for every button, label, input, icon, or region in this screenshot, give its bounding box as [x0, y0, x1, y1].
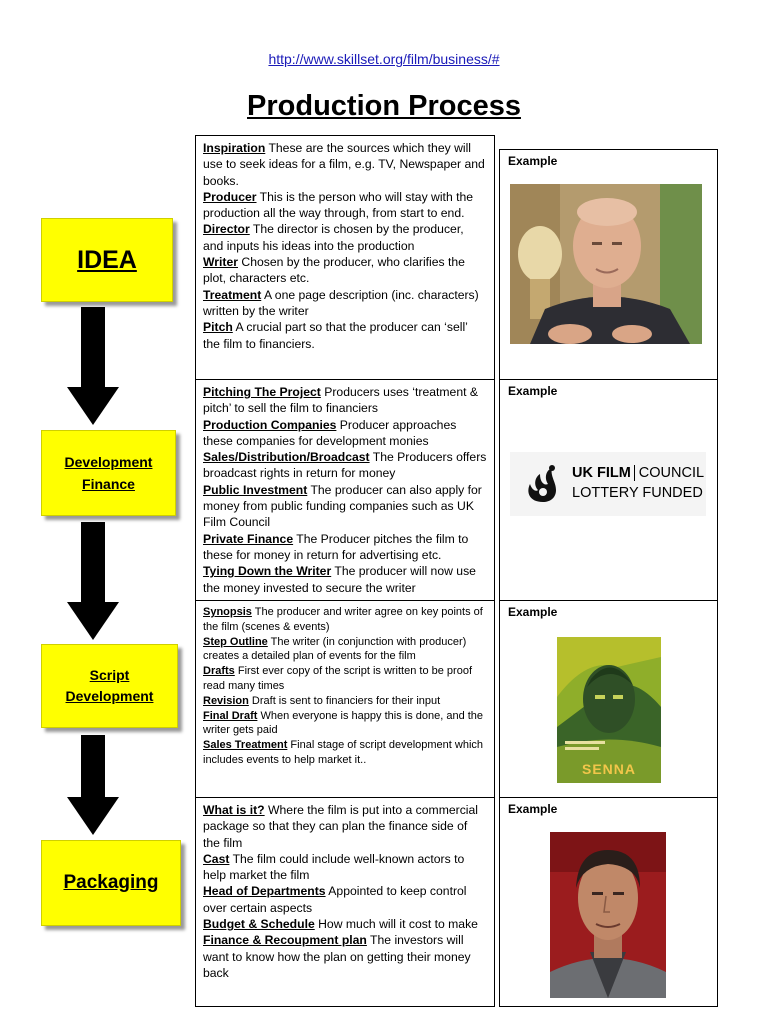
down-arrow-icon: [67, 307, 119, 425]
list-item: Budget & Schedule How much will it cost to make: [203, 917, 478, 932]
list-item: Drafts First ever copy of the script is written to be proof read many times: [203, 665, 473, 692]
packaging-description: [195, 797, 495, 1007]
stage-label: Development Finance: [64, 454, 153, 492]
list-item: Tying Down the Writer The producer will now use the money invested to secure the writer: [203, 564, 476, 595]
list-item: Public Investment The producer can also apply for money from public funding companies such as UK Film Council: [203, 482, 482, 530]
stage-idea: [41, 218, 173, 302]
senna-poster: [557, 637, 661, 783]
stage-packaging: [41, 840, 181, 926]
stage-label: IDEA: [77, 245, 137, 274]
example-label: Example: [508, 154, 558, 168]
stage-label: Packaging: [63, 872, 159, 893]
uk-film-council-logo: [510, 452, 706, 516]
list-item: Production Companies Producer approaches these companies for development monies: [203, 417, 457, 448]
logo-text: COUNCIL: [638, 465, 705, 481]
list-item: What is it? Where the film is put into a commercial package so that they can plan the finance side of the film: [203, 803, 478, 850]
list-item: Writer Chosen by the producer, who clarifies the plot, characters etc.: [203, 255, 465, 286]
actor-photo: [550, 832, 666, 998]
script-development-description: [195, 600, 495, 798]
stage-label: Script Development: [65, 667, 154, 704]
list-item: Treatment A one page description (inc. characters) written by the writer: [203, 287, 479, 318]
logo-text: LOTTERY FUNDED: [572, 485, 703, 501]
list-item: Final Draft When everyone is happy this is done, and the writer gets paid: [203, 709, 484, 737]
list-item: Inspiration These are the sources which they will use to seek ideas for a film, e.g. TV, Newspaper and books.: [203, 141, 485, 188]
list-item: Step Outline The writer (in conjunction with producer) creates a detailed plan of events for the film: [203, 635, 467, 663]
example-box-development-finance: [499, 379, 718, 601]
idea-description: [195, 135, 495, 380]
example-box-script-development: [499, 600, 718, 798]
poster-title: SENNA: [581, 761, 636, 777]
logo-text: UK FILM: [572, 465, 631, 481]
list-item: Sales Treatment Final stage of script development which includes events to help market it..: [203, 739, 484, 766]
page-title: Production Process: [247, 90, 521, 122]
list-item: Synopsis The producer and writer agree on key points of the film (scenes & events): [203, 606, 483, 633]
down-arrow-icon: [67, 735, 119, 835]
example-box-packaging: [499, 797, 718, 1007]
example-box-idea: [499, 149, 718, 380]
example-label: Example: [508, 802, 558, 816]
list-item: Director The director is chosen by the producer, and inputs his ideas into the production: [203, 222, 464, 253]
list-item: Head of Departments Appointed to keep control over certain aspects: [203, 884, 467, 915]
example-label: Example: [508, 605, 558, 619]
list-item: Pitching The Project Producers uses ‘treatment & pitch’ to sell the film to financiers: [203, 385, 478, 416]
list-item: Producer This is the person who will stay with the production all the way through, from start to end.: [203, 189, 474, 221]
list-item: Cast The film could include well-known actors to help market the film: [203, 851, 465, 883]
list-item: Revision Draft is sent to financiers for their input: [203, 694, 441, 707]
development-finance-description: [195, 379, 495, 601]
producer-photo: [510, 184, 702, 344]
example-label: Example: [508, 384, 558, 398]
stage-development-finance: [41, 430, 176, 516]
source-url[interactable]: http://www.skillset.org/film/business/#: [268, 51, 500, 67]
list-item: Sales/Distribution/Broadcast The Producers offers broadcast rights in return for money: [203, 450, 487, 481]
stage-script-development: [41, 644, 178, 728]
list-item: Private Finance The Producer pitches the film to these for money in return for advertising etc.: [203, 531, 469, 562]
list-item: Finance & Recoupment plan The investors will want to know how the plan on getting their money back: [203, 933, 471, 980]
list-item: Pitch A crucial part so that the producer can ‘sell’ the film to financiers.: [203, 320, 468, 351]
down-arrow-icon: [67, 522, 119, 640]
